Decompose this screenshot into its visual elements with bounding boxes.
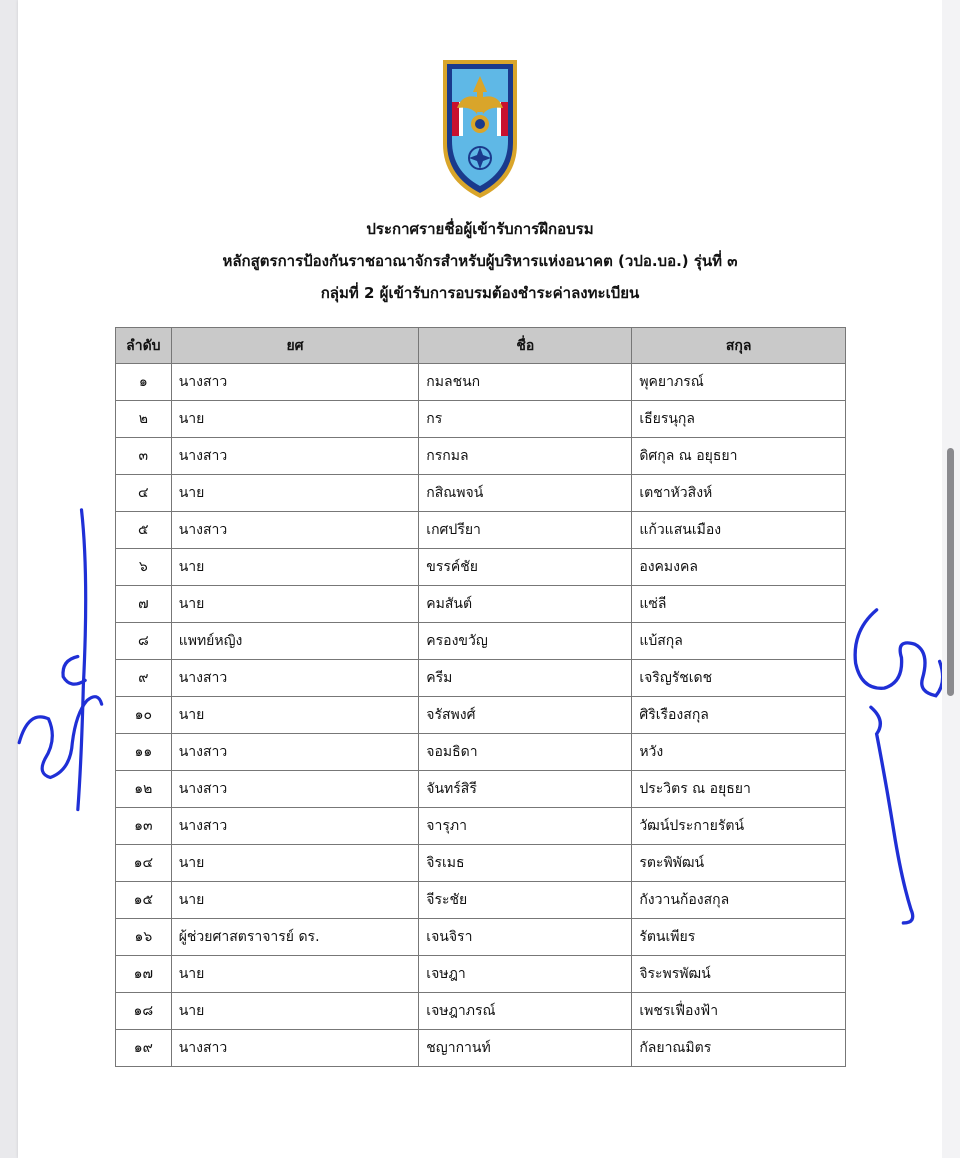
cell-surname: ดิศกุล ณ อยุธยา	[632, 438, 846, 475]
cell-surname: เจริญรัชเดช	[632, 660, 846, 697]
cell-surname: หวัง	[632, 734, 846, 771]
cell-surname: กังวานก้องสกุล	[632, 882, 846, 919]
cell-surname: ประวิตร ณ อยุธยา	[632, 771, 846, 808]
table-row	[116, 697, 846, 734]
cell-surname: รัตนเพียร	[632, 919, 846, 956]
cell-name: ชญากานท์	[419, 1030, 632, 1067]
cell-rank: นาย	[171, 475, 419, 512]
cell-name: เจษฎา	[419, 956, 632, 993]
cell-rank: นางสาว	[171, 364, 419, 401]
table-row	[116, 845, 846, 882]
cell-no: ๑๓	[116, 808, 172, 845]
cell-no: ๑	[116, 364, 172, 401]
cell-no: ๑๐	[116, 697, 172, 734]
cell-name: เจนจิรา	[419, 919, 632, 956]
cell-rank: นางสาว	[171, 438, 419, 475]
cell-surname: แก้วแสนเมือง	[632, 512, 846, 549]
cell-no: ๑๗	[116, 956, 172, 993]
cell-no: ๑๑	[116, 734, 172, 771]
cell-no: ๘	[116, 623, 172, 660]
column-header-name: ชื่อ	[419, 328, 632, 364]
cell-name: กมลชนก	[419, 364, 632, 401]
cell-surname: แบ้สกุล	[632, 623, 846, 660]
table-row	[116, 882, 846, 919]
cell-rank: ผู้ช่วยศาสตราจารย์ ดร.	[171, 919, 419, 956]
cell-name: กสิณพจน์	[419, 475, 632, 512]
column-header-no: ลำดับ	[116, 328, 172, 364]
cell-no: ๙	[116, 660, 172, 697]
cell-no: ๕	[116, 512, 172, 549]
cell-name: ขรรค์ชัย	[419, 549, 632, 586]
cell-name: จีระชัย	[419, 882, 632, 919]
cell-rank: นาย	[171, 845, 419, 882]
cell-no: ๓	[116, 438, 172, 475]
column-header-surname: สกุล	[632, 328, 846, 364]
cell-rank: นาย	[171, 549, 419, 586]
cell-surname: เพชรเฟื่องฟ้า	[632, 993, 846, 1030]
cell-no: ๑๒	[116, 771, 172, 808]
table-row	[116, 771, 846, 808]
cell-rank: นางสาว	[171, 1030, 419, 1067]
cell-name: ครองขวัญ	[419, 623, 632, 660]
table-row	[116, 549, 846, 586]
cell-rank: นาย	[171, 882, 419, 919]
column-header-rank: ยศ	[171, 328, 419, 364]
cell-rank: นาย	[171, 401, 419, 438]
cell-no: ๔	[116, 475, 172, 512]
cell-name: จันทร์สิรี	[419, 771, 632, 808]
cell-name: จรัสพงศ์	[419, 697, 632, 734]
cell-rank: นางสาว	[171, 734, 419, 771]
group-subtitle: กลุ่มที่ 2 ผู้เข้ารับการอบรมต้องชำระค่าลงทะเบียน	[320, 284, 640, 302]
table-row	[116, 956, 846, 993]
cell-no: ๑๔	[116, 845, 172, 882]
cell-name: เจษฎาภรณ์	[419, 993, 632, 1030]
cell-rank: นาย	[171, 586, 419, 623]
table-header-row	[116, 328, 846, 364]
cell-name: จารุภา	[419, 808, 632, 845]
cell-no: ๒	[116, 401, 172, 438]
cell-surname: แซ่ลี	[632, 586, 846, 623]
participants-table	[115, 327, 846, 1067]
cell-surname: กัลยาณมิตร	[632, 1030, 846, 1067]
cell-rank: นาย	[171, 993, 419, 1030]
cell-surname: ศิริเรืองสกุล	[632, 697, 846, 734]
cell-name: กร	[419, 401, 632, 438]
cell-rank: นาย	[171, 697, 419, 734]
cell-name: คมสันต์	[419, 586, 632, 623]
document-title: ประกาศรายชื่อผู้เข้ารับการฝึกอบรม	[366, 220, 594, 238]
table-row	[116, 364, 846, 401]
cell-name: จิรเมธ	[419, 845, 632, 882]
cell-surname: รตะพิพัฒน์	[632, 845, 846, 882]
cell-no: ๑๘	[116, 993, 172, 1030]
table-row	[116, 993, 846, 1030]
cell-no: ๖	[116, 549, 172, 586]
cell-rank: นาย	[171, 956, 419, 993]
cell-no: ๑๙	[116, 1030, 172, 1067]
table-row	[116, 512, 846, 549]
cell-name: เกศปรียา	[419, 512, 632, 549]
table-row	[116, 475, 846, 512]
table-row	[116, 1030, 846, 1067]
cell-surname: เตชาหัวสิงห์	[632, 475, 846, 512]
cell-name: ครีม	[419, 660, 632, 697]
cell-name: จอมธิดา	[419, 734, 632, 771]
scrollbar-thumb[interactable]	[947, 448, 954, 696]
cell-surname: วัฒน์ประกายรัตน์	[632, 808, 846, 845]
table-row	[116, 586, 846, 623]
table-row	[116, 401, 846, 438]
course-title: หลักสูตรการป้องกันราชอาณาจักรสำหรับผู้บริหารแห่งอนาคต (วปอ.บอ.) รุ่นที่ ๓	[222, 252, 738, 270]
cell-no: ๑๕	[116, 882, 172, 919]
cell-rank: นางสาว	[171, 808, 419, 845]
table-row	[116, 623, 846, 660]
table-row	[116, 438, 846, 475]
cell-rank: แพทย์หญิง	[171, 623, 419, 660]
cell-no: ๑๖	[116, 919, 172, 956]
cell-surname: จิระพรพัฒน์	[632, 956, 846, 993]
cell-surname: พุคยาภรณ์	[632, 364, 846, 401]
table-row	[116, 660, 846, 697]
cell-surname: เธียรนุกุล	[632, 401, 846, 438]
table-row	[116, 808, 846, 845]
table-row	[116, 734, 846, 771]
cell-rank: นางสาว	[171, 512, 419, 549]
air-force-emblem-icon	[437, 52, 523, 202]
cell-no: ๗	[116, 586, 172, 623]
cell-rank: นางสาว	[171, 771, 419, 808]
table-row	[116, 919, 846, 956]
cell-name: กรกมล	[419, 438, 632, 475]
cell-rank: นางสาว	[171, 660, 419, 697]
cell-surname: องคมงคล	[632, 549, 846, 586]
